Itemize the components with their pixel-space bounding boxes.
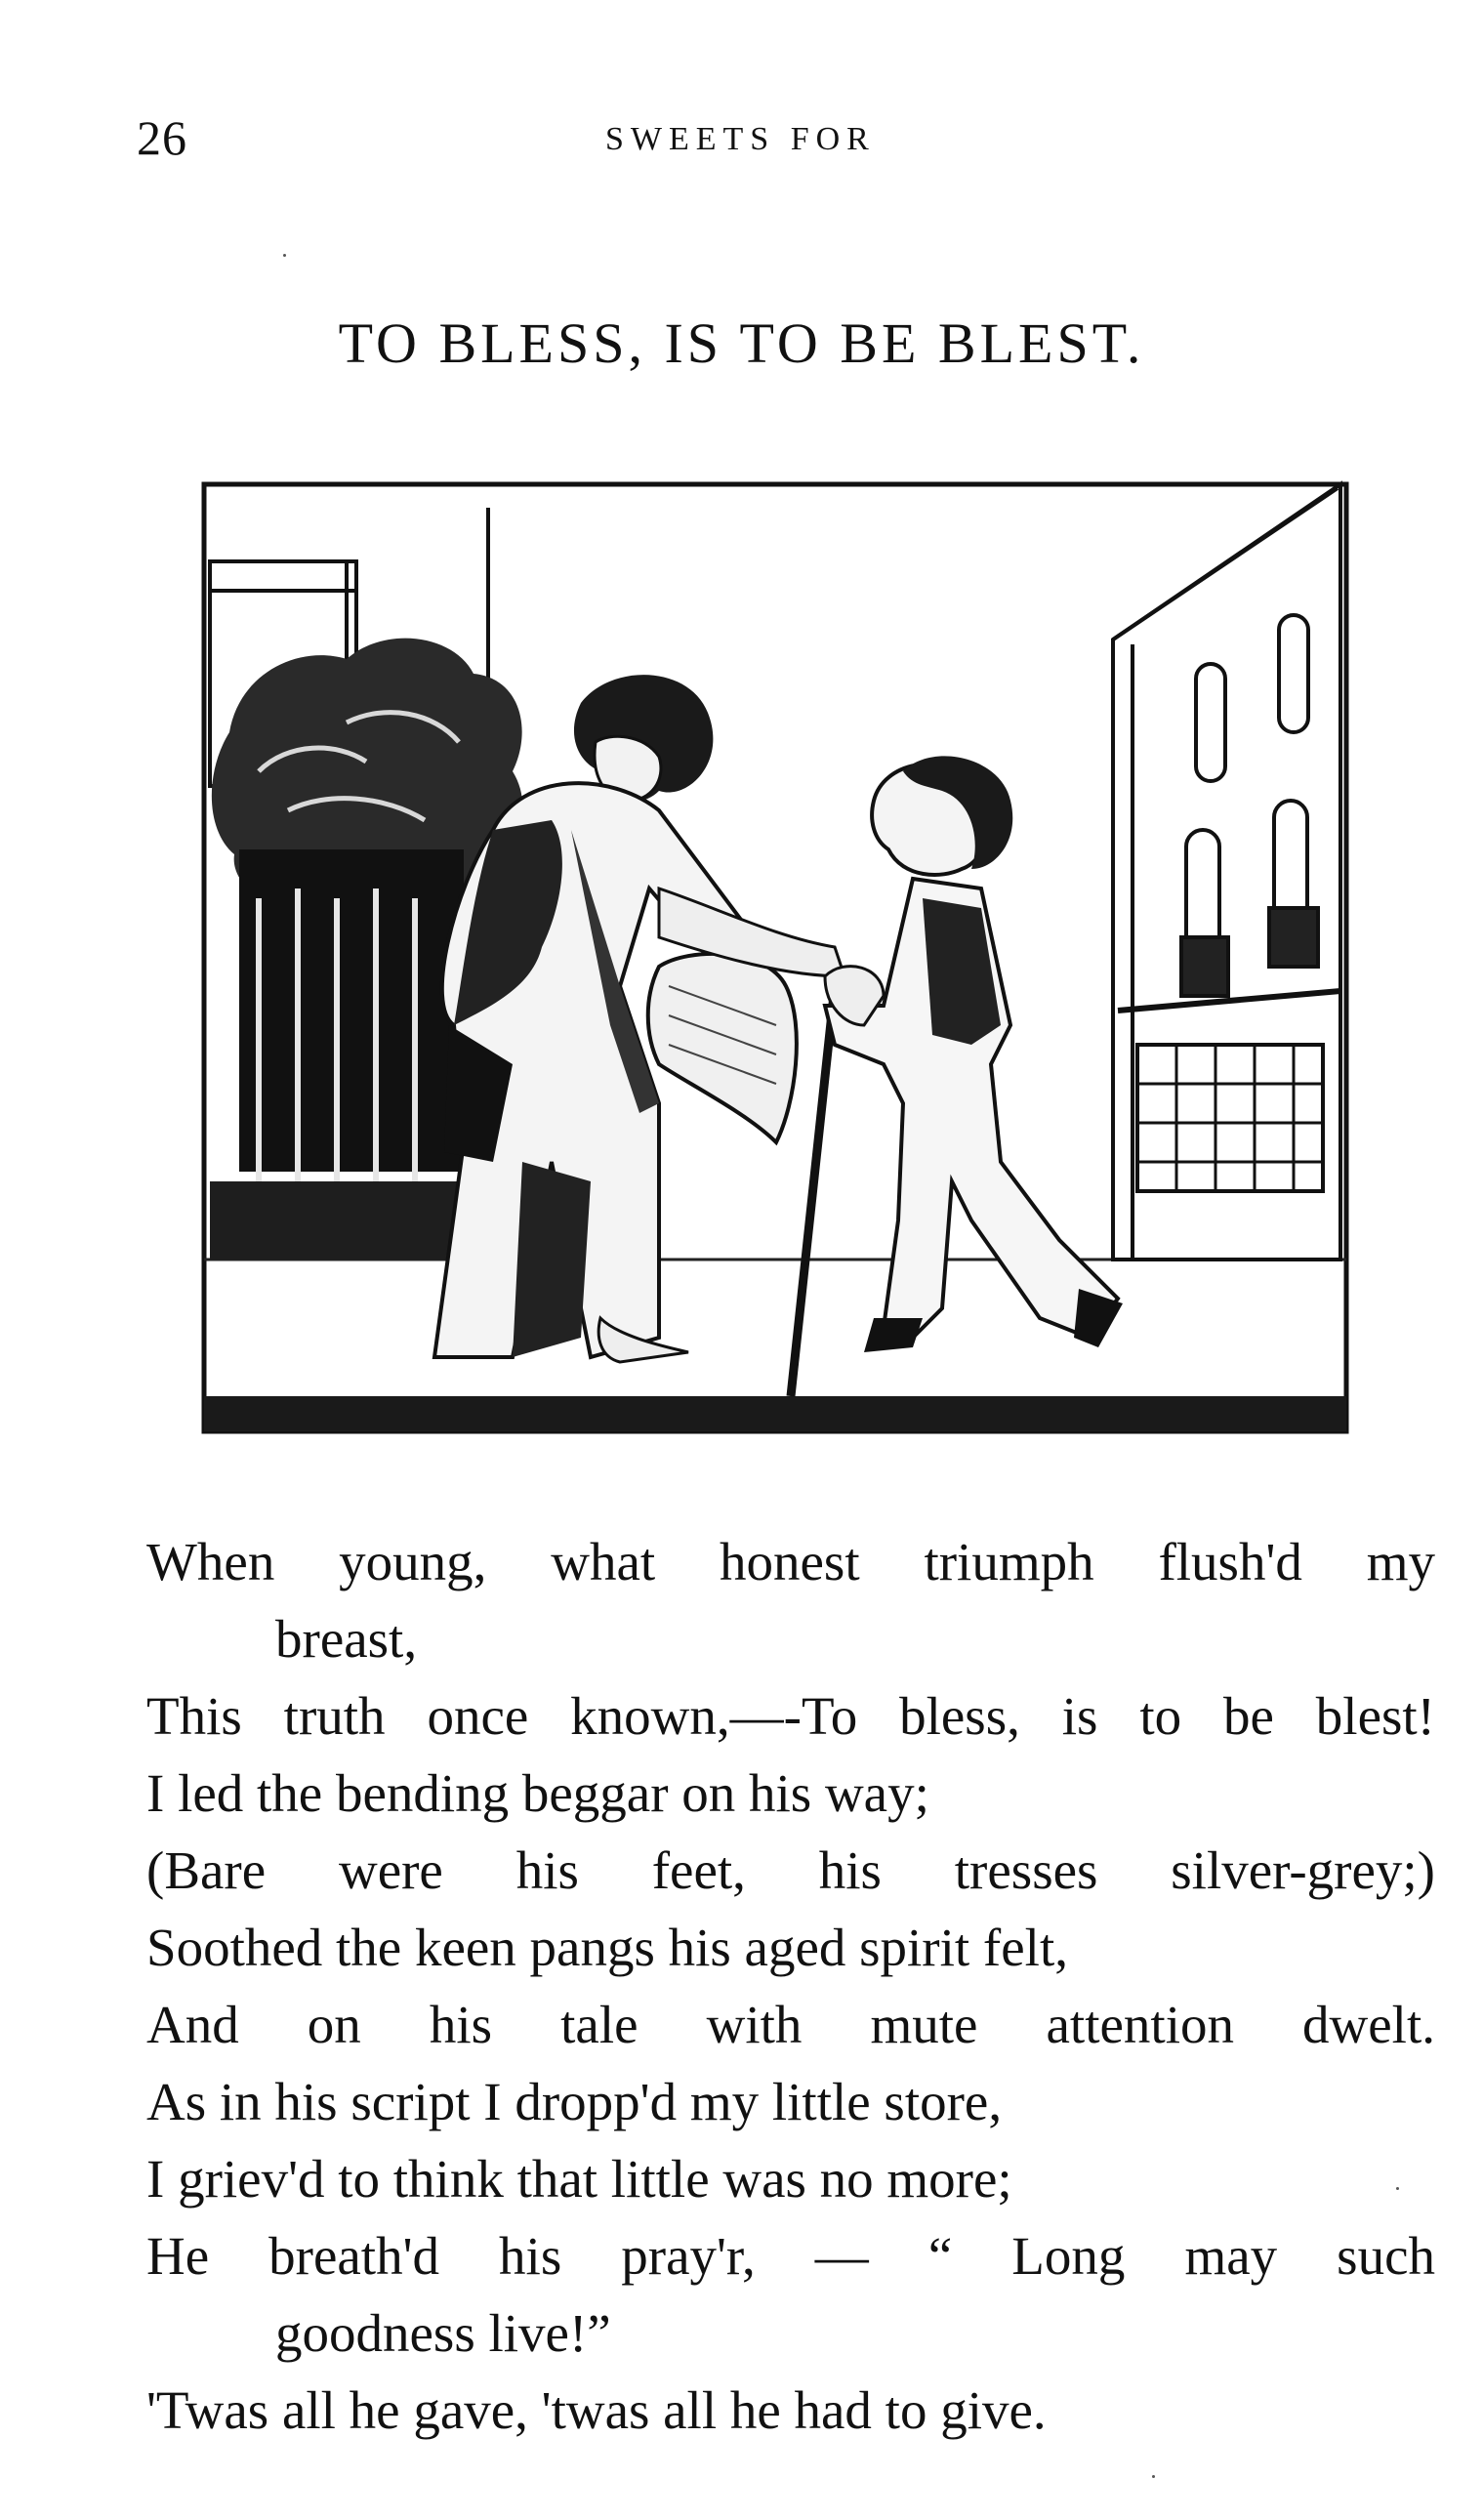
- print-speck: [1152, 2475, 1155, 2478]
- poem-line: Soothed the keen pangs his aged spirit felt,: [146, 1918, 1068, 1977]
- right-building: [1113, 484, 1340, 1260]
- poem-line: And on his tale with mute attention dwelt.: [146, 1995, 1435, 2054]
- print-speck: [283, 254, 286, 257]
- poem-line: As in his script I dropp'd my little store,: [146, 2072, 1003, 2131]
- page-title: TO BLESS, IS TO BE BLEST.: [338, 311, 1145, 375]
- poem-line: When young, what honest triumph flush'd my: [146, 1532, 1435, 1591]
- poem-line: This truth once known,—-To bless, is to be blest!: [146, 1686, 1435, 1746]
- hat: [648, 954, 797, 1142]
- ground: [204, 1396, 1346, 1431]
- poem-line: I griev'd to think that little was no more;: [146, 2149, 1012, 2209]
- poem-line: breast,: [275, 1609, 418, 1669]
- page-number: 26: [137, 110, 187, 165]
- poem-line: (Bare were his feet, his tresses silver-grey;): [146, 1840, 1435, 1900]
- running-head: SWEETS FOR: [605, 121, 876, 157]
- poem-line: 'Twas all he gave, 'twas all he had to give.: [146, 2380, 1047, 2440]
- poem-line: I led the bending beggar on his way;: [146, 1763, 929, 1823]
- print-speck: [1396, 2187, 1399, 2190]
- poem: [146, 1523, 1435, 2449]
- boy-figure: [825, 756, 1123, 1352]
- poem-line: He breath'd his pray'r, — “ Long may such: [146, 2226, 1435, 2286]
- woodcut-illustration: [200, 478, 1352, 1440]
- poem-line: goodness live!”: [275, 2303, 611, 2363]
